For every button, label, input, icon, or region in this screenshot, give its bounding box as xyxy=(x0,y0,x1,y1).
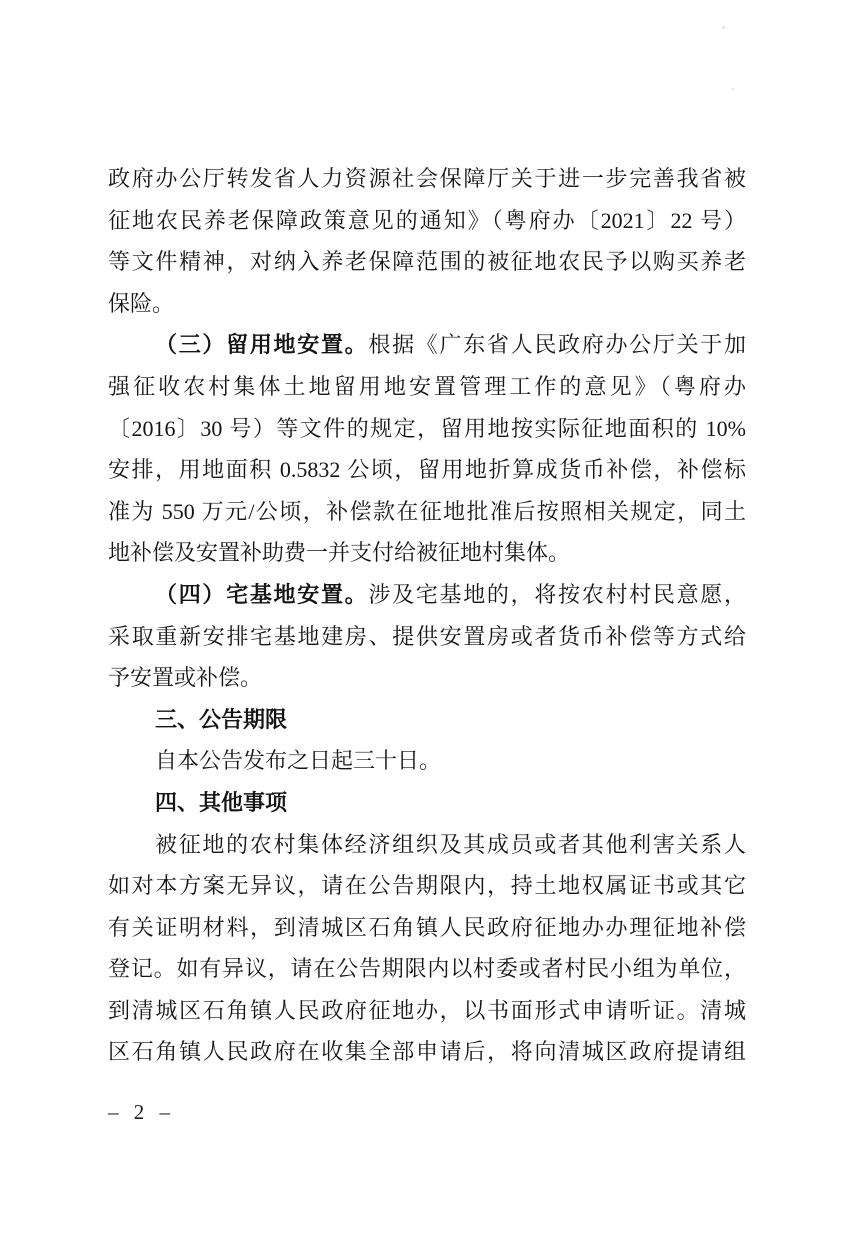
text-line: 登记。如有异议，请在公告期限内以村委或者村民小组为单位， xyxy=(108,956,746,982)
page-number: – 2 – xyxy=(108,1100,175,1124)
text-line: 予安置或补偿。 xyxy=(108,665,263,691)
text-line-section-3-heading: （三）留用地安置。根据《广东省人民政府办公厅关于加 xyxy=(155,332,746,358)
text-line: 征地农民养老保障政策意见的通知》（粤府办〔2021〕22 号） xyxy=(108,207,746,233)
text-line: 安排，用地面积 0.5832 公顷，留用地折算成货币补偿，补偿标 xyxy=(108,457,746,483)
heading-other-matters: 四、其他事项 xyxy=(155,789,288,815)
text-line: 区石角镇人民政府在收集全部申请后，将向清城区政府提请组 xyxy=(108,1039,746,1065)
text-line: 保险。 xyxy=(108,290,175,316)
scan-noise-speck xyxy=(731,88,734,90)
text-line: 等文件精神，对纳入养老保障范围的被征地农民予以购买养老 xyxy=(108,249,746,275)
text-line-section-4-heading: （四）宅基地安置。涉及宅基地的，将按农村村民意愿， xyxy=(155,581,746,607)
text-line: 被征地的农村集体经济组织及其成员或者其他利害关系人 xyxy=(155,831,746,857)
text-line: 政府办公厅转发省人力资源社会保障厅关于进一步完善我省被 xyxy=(108,166,746,191)
text-line: 采取重新安排宅基地建房、提供安置房或者货币补偿等方式给 xyxy=(108,623,746,649)
text-line: 强征收农村集体土地留用地安置管理工作的意见》（粤府办 xyxy=(108,373,746,399)
text-line: 自本公告发布之日起三十日。 xyxy=(155,748,442,774)
document-body xyxy=(108,158,746,1073)
scan-noise-speck xyxy=(722,26,725,29)
text-line: 〔2016〕30 号）等文件的规定，留用地按实际征地面积的 10% xyxy=(108,415,746,441)
heading-announcement-period: 三、公告期限 xyxy=(155,706,288,732)
text-line: 准为 550 万元/公顷，补偿款在征地批准后按照相关规定，同土 xyxy=(108,498,746,524)
text-line: 有关证明材料，到清城区石角镇人民政府征地办办理征地补偿 xyxy=(108,914,746,940)
text-line: 到清城区石角镇人民政府征地办，以书面形式申请听证。清城 xyxy=(108,997,746,1023)
text-line: 地补偿及安置补助费一并支付给被征地村集体。 xyxy=(108,540,571,566)
text-line: 如对本方案无异议，请在公告期限内，持土地权属证书或其它 xyxy=(108,873,746,899)
